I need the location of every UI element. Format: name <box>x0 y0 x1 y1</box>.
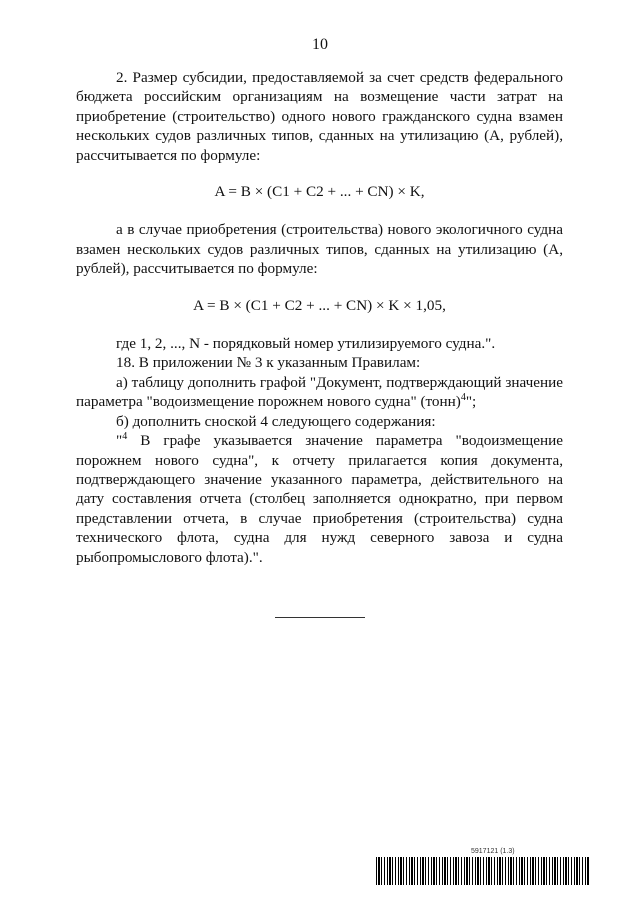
formula-eco: A = B × (C1 + C2 + ... + CN) × K × 1,05, <box>193 296 446 314</box>
footnote-text: В графе указывается значение параметра "водоизмещение порожнем нового судна", к отчету прилагается копия документа, подтверждающего значение указанного параметра, действительного на дату составления отчета (столбец заполняется однократно, при первом представлении отчета, в случае приобретения (строительства) судна технического флота, судна для нужд северного завоза и судна рыбопромыслового флота).". <box>76 432 563 566</box>
document-body <box>76 68 563 567</box>
barcode-icon <box>376 857 590 885</box>
paragraph-footnote-4 <box>76 431 563 567</box>
footnote-open-quote: " <box>116 432 123 450</box>
paragraph-index-note: где 1, 2, ..., N - порядковый номер утилизируемого судна.". <box>116 335 496 353</box>
barcode-code: 5917121 (1.3) <box>471 848 515 855</box>
paragraph-appendix-3: 18. В приложении № 3 к указанным Правилам: <box>116 354 421 372</box>
item-a-end: "; <box>465 393 477 411</box>
item-a-text: а) таблицу дополнить графой "Документ, подтверждающий значение параметра "водоизмещение порожнем нового судна" (тонн) <box>76 373 563 411</box>
separator-rule <box>275 617 365 618</box>
page-number: 10 <box>312 36 328 53</box>
paragraph-eco-vessel: а в случае приобретения (строительства) нового экологичного судна взамен нескольких судов различных типов, сданных на утилизацию (А, рублей), рассчитывается по формуле: <box>76 221 563 278</box>
footnote-number-4: 4 <box>122 431 128 443</box>
paragraph-item-b: б) дополнить сноской 4 следующего содержания: <box>116 412 436 430</box>
paragraph-item-a <box>76 373 563 412</box>
footnote-ref-4: 4 <box>460 392 466 404</box>
formula-base: A = B × (C1 + C2 + ... + CN) × K, <box>214 183 425 201</box>
paragraph-subsidy-size: 2. Размер субсидии, предоставляемой за счет средств федерального бюджета российским организациям на возмещение части затрат на приобретение (строительство) одного нового гражданского судна взамен нескольких судов различных типов, сданных на утилизацию (А, рублей), рассчитывается по формуле: <box>76 69 563 164</box>
